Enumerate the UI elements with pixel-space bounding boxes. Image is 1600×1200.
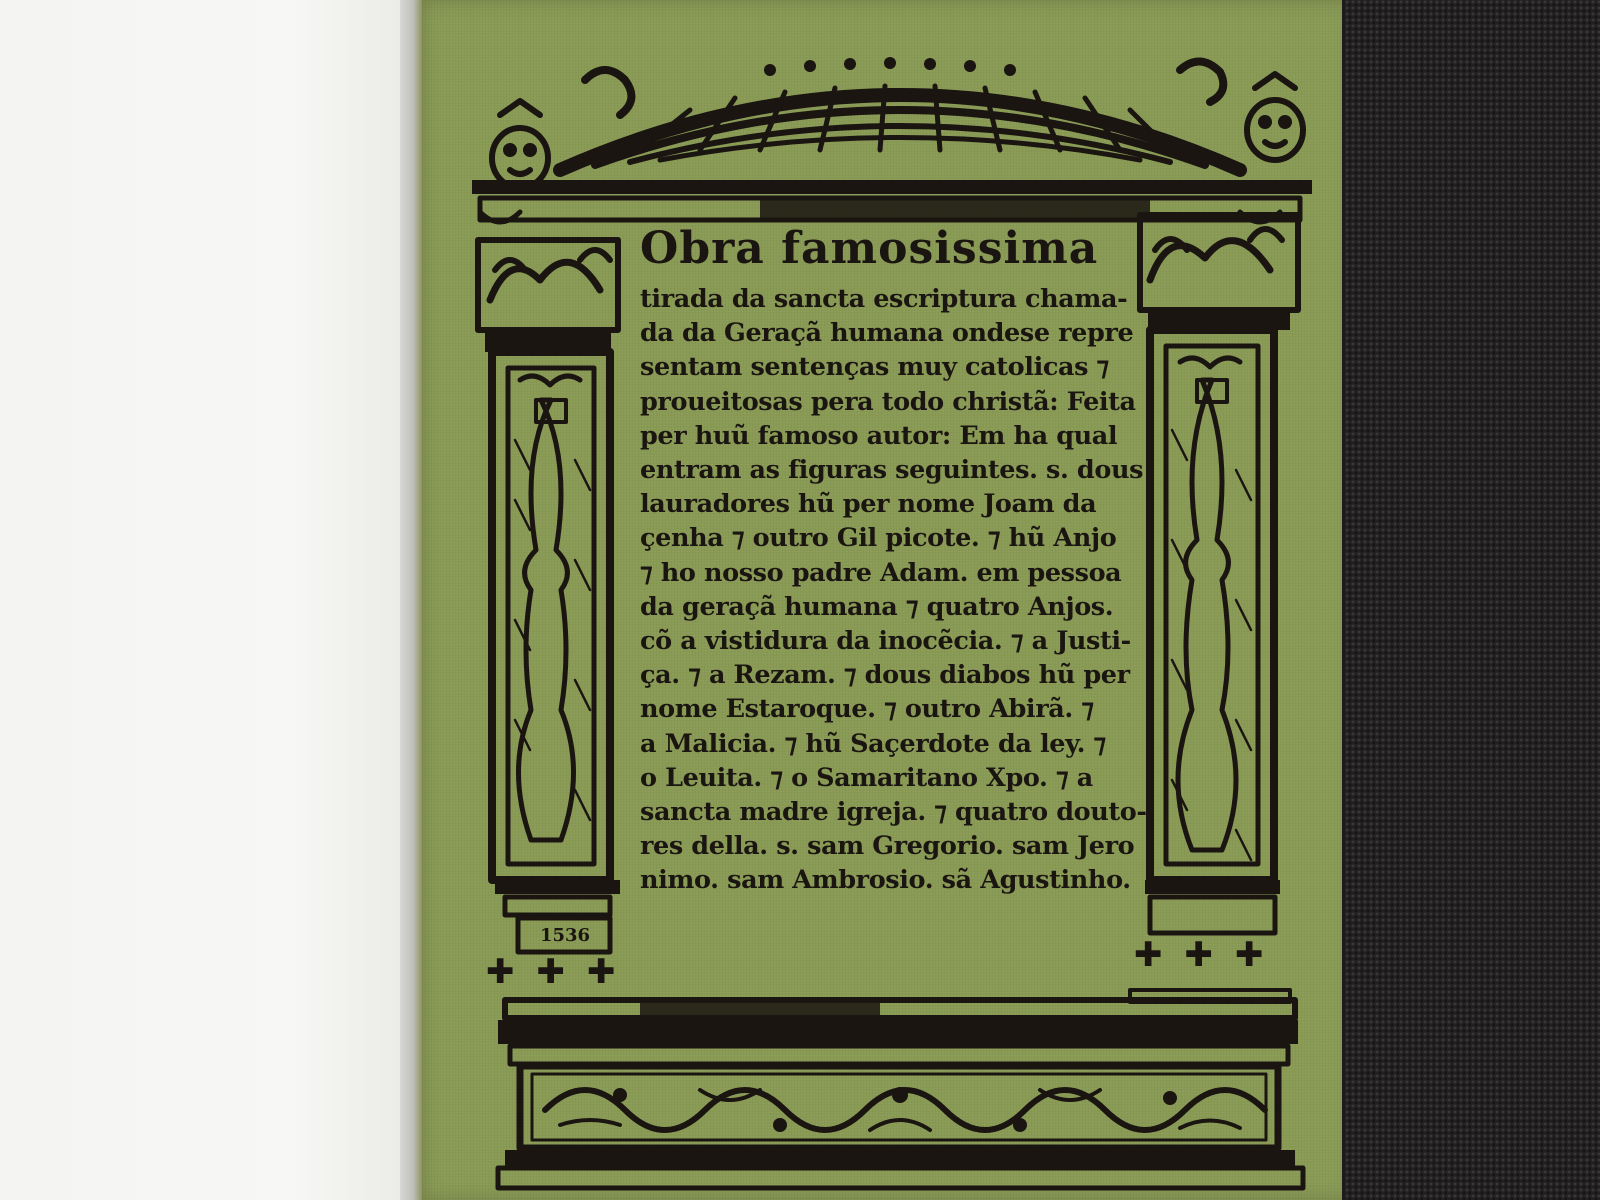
text-line: res della. s. sam Gregorio. sam Jero (640, 831, 1135, 862)
text-line: tirada da sancta escriptura chama- (640, 284, 1128, 314)
text-line: ⁊ ho nosso padre Adam. em pessoa (640, 557, 1122, 588)
left-column-shaft (492, 352, 610, 880)
right-column-base (1145, 880, 1280, 933)
top-left-mask-ornament (492, 101, 548, 188)
text-line: nome Estaroque. ⁊ outro Abirã. ⁊ (640, 694, 1094, 725)
text-line: entram as figuras seguintes. s. dous (640, 455, 1144, 486)
text-line: da geraçã humana ⁊ quatro Anjos. (640, 591, 1114, 622)
bottom-pedestal (498, 990, 1303, 1188)
crosses-right: ✚✚✚ (1134, 935, 1286, 975)
text-line: ça. ⁊ a Rezam. ⁊ dous diabos hũ per (640, 660, 1130, 691)
title-page-text (640, 222, 1147, 898)
text-line: o Leuita. ⁊ o Samaritano Xpo. ⁊ a (640, 762, 1093, 793)
text-line: a Malicia. ⁊ hũ Saçerdote da ley. ⁊ (640, 728, 1106, 759)
right-column-shaft (1150, 330, 1274, 880)
right-column-capital (1140, 215, 1298, 330)
text-line: sentam sentenças muy catolicas ⁊ (640, 352, 1109, 383)
text-line: sancta madre igreja. ⁊ quatro douto- (640, 797, 1147, 828)
top-right-mask-ornament (1247, 74, 1303, 160)
date-plaque: 1536 (539, 925, 591, 946)
page-title: Obra famosissima (640, 223, 1099, 274)
text-line: per huũ famoso autor: Em ha qual (640, 420, 1118, 451)
text-line: da da Geraçã humana ondese repre (640, 318, 1134, 349)
text-line: cõ a vistidura da inocẽcia. ⁊ a Justi- (640, 626, 1131, 657)
text-line: nimo. sam Ambrosio. sã Agustinho. (640, 865, 1131, 896)
crosses-left: ✚✚✚ (486, 952, 638, 992)
text-line: çenha ⁊ outro Gil picote. ⁊ hũ Anjo (640, 523, 1117, 554)
left-column-capital (478, 240, 618, 352)
text-line: proueitosas pera todo christã: Feita (640, 386, 1136, 417)
top-arch-ornament (560, 57, 1240, 170)
text-line: lauradores hũ per nome Joam da (640, 489, 1097, 520)
